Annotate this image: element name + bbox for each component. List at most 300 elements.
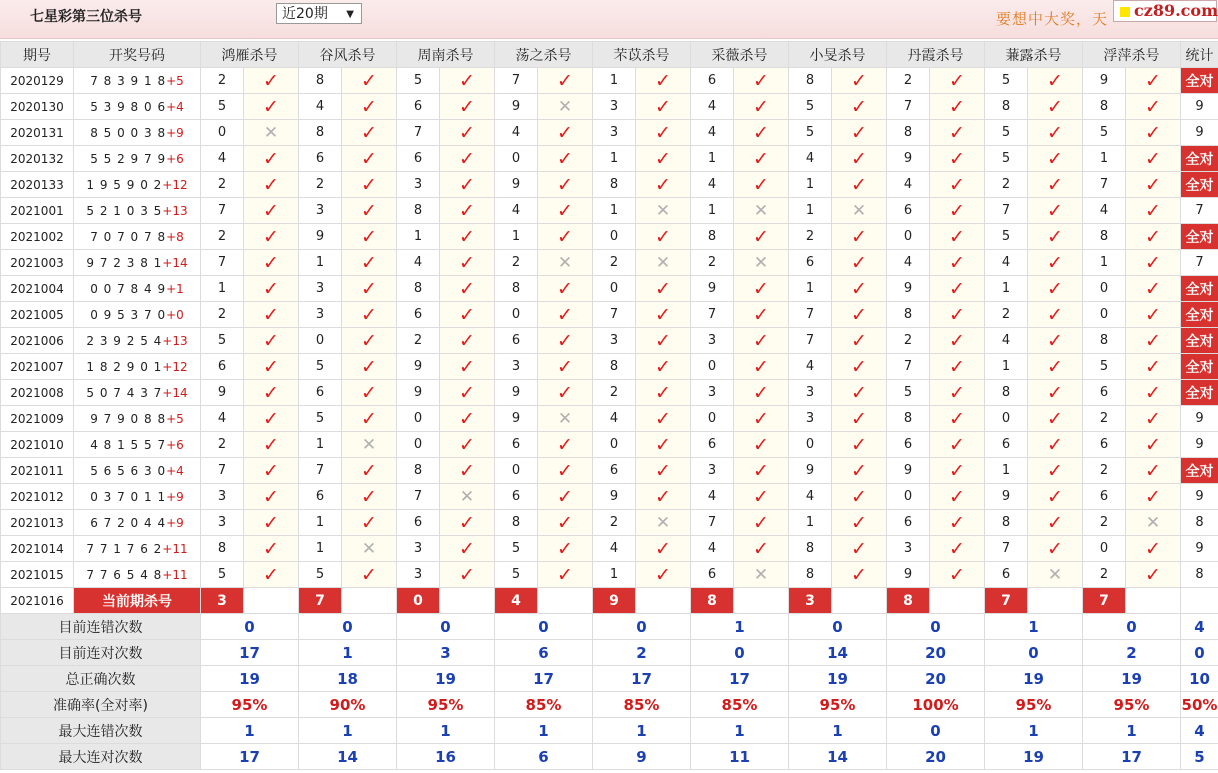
kill-number: 8 bbox=[397, 276, 440, 302]
stat-cell: 9 bbox=[1181, 536, 1218, 562]
result-cell bbox=[244, 120, 299, 146]
result-cell bbox=[1028, 328, 1083, 354]
period-id: 2020132 bbox=[1, 146, 74, 172]
stats-value: 6 bbox=[495, 640, 593, 666]
check-icon: ✓ bbox=[1145, 199, 1161, 222]
kill-number: 7 bbox=[985, 536, 1028, 562]
check-icon: ✓ bbox=[459, 69, 475, 92]
kill-number: 9 bbox=[887, 146, 930, 172]
kill-number: 9 bbox=[397, 354, 440, 380]
check-icon: ✓ bbox=[263, 511, 279, 534]
table-row bbox=[1, 380, 1218, 406]
result-cell bbox=[244, 380, 299, 406]
result-cell bbox=[832, 68, 887, 94]
stat-cell: 全对 bbox=[1181, 146, 1218, 172]
current-empty-cell bbox=[636, 588, 691, 614]
period-id: 2021010 bbox=[1, 432, 74, 458]
kill-number: 7 bbox=[887, 94, 930, 120]
check-icon: ✓ bbox=[1047, 95, 1063, 118]
result-cell bbox=[734, 68, 789, 94]
table-row bbox=[1, 68, 1218, 94]
check-icon: ✓ bbox=[851, 563, 867, 586]
stats-value: 2 bbox=[593, 640, 691, 666]
stats-value: 17 bbox=[691, 666, 789, 692]
result-cell bbox=[832, 354, 887, 380]
stats-value: 1 bbox=[985, 614, 1083, 640]
check-icon: ✓ bbox=[1047, 381, 1063, 404]
check-icon: ✓ bbox=[459, 95, 475, 118]
kill-number: 5 bbox=[299, 354, 342, 380]
header-expert: 蒹露杀号 bbox=[985, 42, 1083, 68]
stat-cell: 9 bbox=[1181, 120, 1218, 146]
header-expert: 谷风杀号 bbox=[299, 42, 397, 68]
stats-value: 2 bbox=[1083, 640, 1181, 666]
result-cell bbox=[538, 146, 593, 172]
period-id: 2020129 bbox=[1, 68, 74, 94]
draw-numbers bbox=[74, 458, 201, 484]
stats-value: 1 bbox=[593, 718, 691, 744]
result-cell bbox=[1028, 120, 1083, 146]
kill-number: 9 bbox=[299, 224, 342, 250]
header-expert: 浮萍杀号 bbox=[1083, 42, 1181, 68]
kill-number: 8 bbox=[789, 536, 832, 562]
check-icon: ✓ bbox=[949, 511, 965, 534]
stat-cell: 7 bbox=[1181, 198, 1218, 224]
kill-number: 9 bbox=[1083, 68, 1126, 94]
stat-cell: 8 bbox=[1181, 562, 1218, 588]
result-cell bbox=[734, 354, 789, 380]
result-cell bbox=[930, 250, 985, 276]
result-cell bbox=[538, 354, 593, 380]
kill-number: 8 bbox=[593, 172, 636, 198]
check-icon: ✓ bbox=[557, 173, 573, 196]
result-cell bbox=[636, 94, 691, 120]
kill-number: 3 bbox=[299, 276, 342, 302]
result-cell bbox=[342, 120, 397, 146]
kill-number: 2 bbox=[789, 224, 832, 250]
kill-number: 0 bbox=[789, 432, 832, 458]
kill-number: 9 bbox=[691, 276, 734, 302]
kill-number: 1 bbox=[789, 510, 832, 536]
result-cell bbox=[1126, 328, 1181, 354]
result-cell bbox=[440, 276, 495, 302]
check-icon: ✓ bbox=[851, 407, 867, 430]
top-bar bbox=[0, 0, 1218, 39]
kill-number: 3 bbox=[887, 536, 930, 562]
table-row bbox=[1, 172, 1218, 198]
check-icon: ✓ bbox=[459, 199, 475, 222]
draw-bonus: +6 bbox=[166, 437, 184, 452]
period-select[interactable] bbox=[276, 3, 362, 24]
period-id: 2021013 bbox=[1, 510, 74, 536]
check-icon: ✓ bbox=[263, 485, 279, 508]
kill-number: 1 bbox=[789, 198, 832, 224]
kill-number: 6 bbox=[299, 380, 342, 406]
stats-label: 最大连错次数 bbox=[1, 718, 201, 744]
kill-number: 4 bbox=[495, 120, 538, 146]
result-cell bbox=[538, 432, 593, 458]
draw-numbers bbox=[74, 536, 201, 562]
stats-value: 85% bbox=[495, 692, 593, 718]
kill-number: 2 bbox=[985, 302, 1028, 328]
kill-number: 2 bbox=[201, 68, 244, 94]
current-empty-cell bbox=[538, 588, 593, 614]
current-kill-number: 8 bbox=[691, 588, 734, 614]
check-icon: ✓ bbox=[851, 173, 867, 196]
check-icon: ✓ bbox=[1145, 147, 1161, 170]
result-cell bbox=[930, 510, 985, 536]
kill-number: 4 bbox=[789, 146, 832, 172]
result-cell bbox=[832, 328, 887, 354]
check-icon: ✓ bbox=[263, 69, 279, 92]
stats-label: 目前连错次数 bbox=[1, 614, 201, 640]
result-cell bbox=[244, 146, 299, 172]
check-icon: ✓ bbox=[459, 147, 475, 170]
result-cell bbox=[538, 406, 593, 432]
kill-number: 0 bbox=[201, 120, 244, 146]
stats-value: 19 bbox=[397, 666, 495, 692]
result-cell bbox=[1126, 562, 1181, 588]
stats-row bbox=[1, 718, 1218, 744]
site-logo[interactable] bbox=[1113, 0, 1217, 22]
kill-number: 1 bbox=[789, 172, 832, 198]
check-icon: ✓ bbox=[557, 355, 573, 378]
kill-number: 8 bbox=[985, 510, 1028, 536]
stats-value: 20 bbox=[887, 666, 985, 692]
stats-row bbox=[1, 666, 1218, 692]
kill-number: 2 bbox=[201, 224, 244, 250]
result-cell bbox=[930, 406, 985, 432]
stats-value: 20 bbox=[887, 640, 985, 666]
result-cell bbox=[1126, 536, 1181, 562]
check-icon: ✓ bbox=[459, 433, 475, 456]
kill-number: 4 bbox=[789, 354, 832, 380]
check-icon: ✓ bbox=[949, 303, 965, 326]
result-cell bbox=[342, 172, 397, 198]
stats-value: 14 bbox=[789, 640, 887, 666]
kill-number: 6 bbox=[397, 146, 440, 172]
result-cell bbox=[930, 276, 985, 302]
kill-number: 3 bbox=[299, 198, 342, 224]
stats-value: 1 bbox=[789, 718, 887, 744]
result-cell bbox=[538, 458, 593, 484]
check-icon: ✓ bbox=[851, 121, 867, 144]
check-icon: ✓ bbox=[753, 303, 769, 326]
stats-row bbox=[1, 640, 1218, 666]
check-icon: ✓ bbox=[1145, 121, 1161, 144]
check-icon: ✓ bbox=[361, 147, 377, 170]
result-cell bbox=[930, 536, 985, 562]
result-cell bbox=[832, 380, 887, 406]
period-id: 2021008 bbox=[1, 380, 74, 406]
check-icon: ✓ bbox=[557, 303, 573, 326]
draw-bonus: +0 bbox=[166, 307, 184, 322]
draw-main: 9 7 2 3 8 1 bbox=[86, 255, 163, 270]
stats-value: 3 bbox=[397, 640, 495, 666]
period-id: 2020131 bbox=[1, 120, 74, 146]
result-cell bbox=[244, 328, 299, 354]
result-cell bbox=[440, 380, 495, 406]
check-icon: ✓ bbox=[361, 173, 377, 196]
result-cell bbox=[342, 302, 397, 328]
kill-number: 8 bbox=[201, 536, 244, 562]
result-cell bbox=[440, 68, 495, 94]
kill-number: 5 bbox=[985, 146, 1028, 172]
stats-row bbox=[1, 744, 1218, 770]
result-cell bbox=[342, 94, 397, 120]
kill-number: 4 bbox=[397, 250, 440, 276]
period-id: 2021002 bbox=[1, 224, 74, 250]
check-icon: ✓ bbox=[753, 121, 769, 144]
draw-main: 1 9 5 9 0 2 bbox=[86, 177, 163, 192]
cross-icon: ✕ bbox=[655, 512, 671, 533]
kill-number: 8 bbox=[789, 68, 832, 94]
stats-value: 1 bbox=[201, 718, 299, 744]
kill-number: 1 bbox=[593, 562, 636, 588]
stats-value: 0 bbox=[495, 614, 593, 640]
draw-numbers bbox=[74, 484, 201, 510]
cross-icon: ✕ bbox=[361, 538, 377, 559]
result-cell bbox=[930, 224, 985, 250]
cross-icon: ✕ bbox=[1145, 512, 1161, 533]
check-icon: ✓ bbox=[1145, 329, 1161, 352]
stats-value: 95% bbox=[397, 692, 495, 718]
check-icon: ✓ bbox=[557, 199, 573, 222]
stats-value: 1 bbox=[985, 718, 1083, 744]
result-cell bbox=[1126, 146, 1181, 172]
stat-cell: 全对 bbox=[1181, 380, 1218, 406]
result-cell bbox=[636, 146, 691, 172]
result-cell bbox=[636, 198, 691, 224]
stat-cell: 9 bbox=[1181, 94, 1218, 120]
draw-bonus: +14 bbox=[162, 255, 188, 270]
stats-value: 0 bbox=[1083, 614, 1181, 640]
period-id: 2021014 bbox=[1, 536, 74, 562]
check-icon: ✓ bbox=[1145, 407, 1161, 430]
check-icon: ✓ bbox=[851, 277, 867, 300]
check-icon: ✓ bbox=[655, 225, 671, 248]
kill-number: 2 bbox=[1083, 406, 1126, 432]
stats-value: 0 bbox=[887, 718, 985, 744]
check-icon: ✓ bbox=[557, 277, 573, 300]
table-row bbox=[1, 146, 1218, 172]
draw-main: 5 3 9 8 0 6 bbox=[90, 99, 167, 114]
check-icon: ✓ bbox=[1047, 329, 1063, 352]
check-icon: ✓ bbox=[753, 407, 769, 430]
result-cell bbox=[930, 198, 985, 224]
result-cell bbox=[832, 120, 887, 146]
check-icon: ✓ bbox=[753, 433, 769, 456]
check-icon: ✓ bbox=[1145, 303, 1161, 326]
result-cell bbox=[342, 484, 397, 510]
stats-value: 19 bbox=[1083, 666, 1181, 692]
result-cell bbox=[1028, 458, 1083, 484]
kill-number: 7 bbox=[789, 302, 832, 328]
stat-cell: 8 bbox=[1181, 510, 1218, 536]
check-icon: ✓ bbox=[1047, 511, 1063, 534]
result-cell bbox=[440, 198, 495, 224]
period-id: 2021015 bbox=[1, 562, 74, 588]
cross-icon: ✕ bbox=[361, 434, 377, 455]
kill-number: 5 bbox=[299, 406, 342, 432]
draw-bonus: +4 bbox=[166, 463, 184, 478]
check-icon: ✓ bbox=[851, 381, 867, 404]
result-cell bbox=[1126, 250, 1181, 276]
period-id: 2021006 bbox=[1, 328, 74, 354]
kill-number: 1 bbox=[299, 536, 342, 562]
draw-main: 5 2 1 0 3 5 bbox=[86, 203, 163, 218]
result-cell bbox=[734, 172, 789, 198]
result-cell bbox=[342, 510, 397, 536]
check-icon: ✓ bbox=[1047, 277, 1063, 300]
check-icon: ✓ bbox=[949, 485, 965, 508]
result-cell bbox=[1028, 250, 1083, 276]
result-cell bbox=[930, 562, 985, 588]
check-icon: ✓ bbox=[1047, 121, 1063, 144]
stats-value: 0 bbox=[789, 614, 887, 640]
result-cell bbox=[930, 328, 985, 354]
check-icon: ✓ bbox=[263, 563, 279, 586]
kill-number: 6 bbox=[495, 328, 538, 354]
result-cell bbox=[538, 276, 593, 302]
kill-number: 6 bbox=[789, 250, 832, 276]
check-icon: ✓ bbox=[557, 329, 573, 352]
stats-value: 17 bbox=[1083, 744, 1181, 770]
kill-number: 5 bbox=[985, 224, 1028, 250]
kill-number: 8 bbox=[299, 68, 342, 94]
check-icon: ✓ bbox=[1145, 459, 1161, 482]
check-icon: ✓ bbox=[753, 95, 769, 118]
kill-number: 7 bbox=[397, 120, 440, 146]
table-row bbox=[1, 224, 1218, 250]
kill-number: 5 bbox=[1083, 120, 1126, 146]
kill-number: 5 bbox=[789, 120, 832, 146]
result-cell bbox=[440, 302, 495, 328]
check-icon: ✓ bbox=[753, 537, 769, 560]
period-id: 2020130 bbox=[1, 94, 74, 120]
result-cell bbox=[1126, 380, 1181, 406]
current-empty-cell bbox=[244, 588, 299, 614]
check-icon: ✓ bbox=[949, 381, 965, 404]
kill-number: 4 bbox=[691, 94, 734, 120]
check-icon: ✓ bbox=[361, 69, 377, 92]
kill-number: 1 bbox=[1083, 250, 1126, 276]
result-cell bbox=[1126, 276, 1181, 302]
result-cell bbox=[538, 302, 593, 328]
kill-number: 1 bbox=[691, 146, 734, 172]
result-cell bbox=[832, 562, 887, 588]
draw-main: 6 7 2 0 4 4 bbox=[90, 515, 167, 530]
check-icon: ✓ bbox=[949, 199, 965, 222]
kill-number: 9 bbox=[495, 172, 538, 198]
current-stat-cell bbox=[1181, 588, 1218, 614]
draw-main: 2 3 9 2 5 4 bbox=[86, 333, 163, 348]
result-cell bbox=[930, 380, 985, 406]
stat-cell: 全对 bbox=[1181, 354, 1218, 380]
draw-bonus: +14 bbox=[162, 385, 188, 400]
current-empty-cell bbox=[440, 588, 495, 614]
stats-value: 0 bbox=[691, 640, 789, 666]
page-title: 七星彩第三位杀号 bbox=[30, 9, 142, 25]
kill-number: 2 bbox=[593, 380, 636, 406]
kill-number: 0 bbox=[495, 302, 538, 328]
kill-number: 5 bbox=[1083, 354, 1126, 380]
check-icon: ✓ bbox=[753, 69, 769, 92]
cross-icon: ✕ bbox=[557, 252, 573, 273]
check-icon: ✓ bbox=[459, 407, 475, 430]
kill-number: 8 bbox=[789, 562, 832, 588]
kill-number: 8 bbox=[397, 458, 440, 484]
kill-number: 5 bbox=[789, 94, 832, 120]
kill-number: 6 bbox=[397, 94, 440, 120]
check-icon: ✓ bbox=[655, 121, 671, 144]
check-icon: ✓ bbox=[1047, 303, 1063, 326]
draw-bonus: +9 bbox=[166, 515, 184, 530]
result-cell bbox=[930, 458, 985, 484]
result-cell bbox=[342, 68, 397, 94]
kill-number: 3 bbox=[201, 510, 244, 536]
check-icon: ✓ bbox=[1047, 199, 1063, 222]
result-cell bbox=[734, 198, 789, 224]
result-cell bbox=[734, 432, 789, 458]
result-cell bbox=[636, 380, 691, 406]
result-cell bbox=[440, 224, 495, 250]
result-cell bbox=[1126, 354, 1181, 380]
kill-number: 7 bbox=[299, 458, 342, 484]
kill-number: 6 bbox=[985, 562, 1028, 588]
check-icon: ✓ bbox=[655, 69, 671, 92]
stats-row bbox=[1, 692, 1218, 718]
kill-number: 3 bbox=[593, 328, 636, 354]
draw-main: 8 5 0 0 3 8 bbox=[90, 125, 167, 140]
kill-number: 7 bbox=[201, 250, 244, 276]
draw-numbers bbox=[74, 510, 201, 536]
check-icon: ✓ bbox=[361, 199, 377, 222]
current-empty-cell bbox=[734, 588, 789, 614]
check-icon: ✓ bbox=[753, 485, 769, 508]
result-cell bbox=[930, 120, 985, 146]
result-cell bbox=[440, 510, 495, 536]
header-expert: 小旻杀号 bbox=[789, 42, 887, 68]
kill-number: 1 bbox=[299, 250, 342, 276]
kill-number: 0 bbox=[495, 146, 538, 172]
kill-number: 3 bbox=[691, 458, 734, 484]
stat-cell: 7 bbox=[1181, 250, 1218, 276]
check-icon: ✓ bbox=[263, 173, 279, 196]
result-cell bbox=[244, 484, 299, 510]
check-icon: ✓ bbox=[1145, 251, 1161, 274]
kill-number: 8 bbox=[1083, 94, 1126, 120]
result-cell bbox=[538, 198, 593, 224]
check-icon: ✓ bbox=[753, 511, 769, 534]
result-cell bbox=[636, 276, 691, 302]
table-row bbox=[1, 536, 1218, 562]
check-icon: ✓ bbox=[557, 433, 573, 456]
cross-icon: ✕ bbox=[753, 200, 769, 221]
check-icon: ✓ bbox=[753, 381, 769, 404]
result-cell bbox=[440, 172, 495, 198]
kill-number: 4 bbox=[887, 250, 930, 276]
stat-cell: 9 bbox=[1181, 406, 1218, 432]
draw-bonus: +13 bbox=[162, 203, 188, 218]
kill-number: 0 bbox=[593, 432, 636, 458]
check-icon: ✓ bbox=[753, 459, 769, 482]
result-cell bbox=[440, 562, 495, 588]
result-cell bbox=[636, 172, 691, 198]
result-cell bbox=[734, 224, 789, 250]
table-row bbox=[1, 328, 1218, 354]
check-icon: ✓ bbox=[1047, 173, 1063, 196]
